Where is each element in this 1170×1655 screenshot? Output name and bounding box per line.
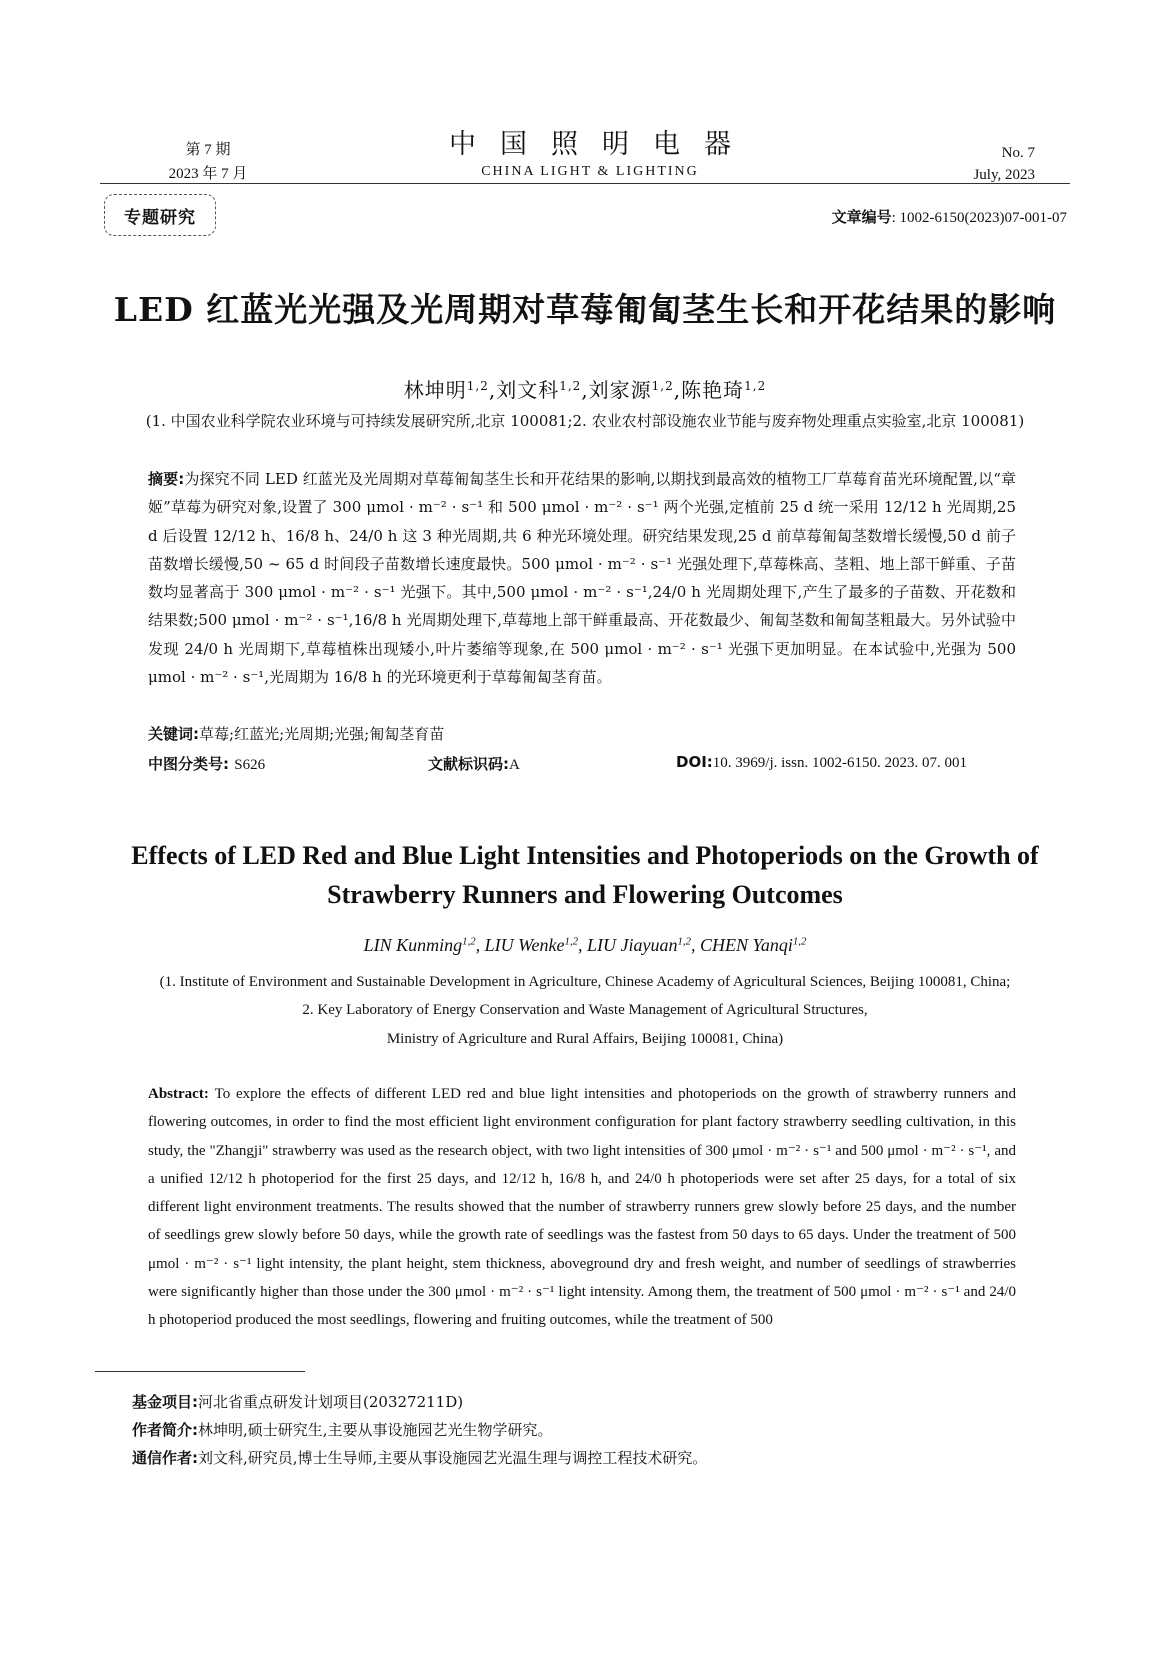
abstract-en: Abstract: To explore the effects of different LED red and blue light intensities and photoperiods on the growth of strawberry runners and flowering outcomes, in order to find the most efficient light environment configuration for plant factory strawberry seedling cultivation, in this study, the "Zhangji" strawberry was used as the research object, with two light intensities of 300 μmol · m⁻² · s⁻¹ and 500 μmol · m⁻² · s⁻¹, and a unified 12/12 h photoperiod for the first 25 days, and 12/12 h, 16/8 h, and 24/0 h photoperiods were set after 25 days, for a total of six different light environment treatments. The results showed that the number of strawberry runners grew slowly before 25 days, and the number of seedlings grew slowly before 50 days, while the growth rate of seedlings was the fastest from 50 days to 65 days. Under the treatment of 500 μmol · m⁻² · s⁻¹ light intensity, the plant height, stem thickness, aboveground dry and fresh weight, and number of seedlings of strawberries were significantly higher than those under the 300 μmol · m⁻² · s⁻¹ light intensity. Among them, the treatment of 500 μmol · m⁻² · s⁻¹ and 24/0 h photoperiod produced the most seedlings, flowering and fruiting outcomes, while the treatment of 500	[148, 1086, 1016, 1329]
affiliation-cn: (1. 中国农业科学院农业环境与可持续发展研究所,北京 100081;2. 农业农村部设施农业节能与废弃物处理重点实验室,北京 100081)	[145, 412, 1025, 430]
affiliation-en-line: (1. Institute of Environment and Sustainable Development in Agriculture, Chinese Academy of Agricultural Sciences, Beijing 100081, China;	[159, 974, 1011, 990]
affiliation-en	[80, 968, 1090, 1053]
author-sup: 1,2	[559, 378, 582, 393]
footnote-text: 林坤明,硕士研究生,主要从事设施园艺光生物学研究。	[198, 1421, 553, 1439]
keywords-cn-text: 草莓;红蓝光;光周期;光强;匍匐茎育苗	[199, 725, 445, 743]
author-en: LIN Kunming	[363, 935, 463, 955]
doc-code-value: A	[509, 757, 520, 773]
abstract-en-label: Abstract	[148, 1086, 204, 1102]
author-sup: 1,2	[792, 935, 807, 948]
footnote-label: 作者简介	[132, 1421, 193, 1439]
article-number: 文章编号: 1002-6150(2023)07-001-07	[831, 208, 1067, 226]
keywords-cn-label: 关键词	[148, 725, 194, 743]
author-sup: 1,2	[744, 378, 767, 393]
document-code: 文献标识码:A	[428, 755, 520, 773]
footnote-text: 刘文科,研究员,博士生导师,主要从事设施园艺光温生理与调控工程技术研究。	[198, 1449, 708, 1467]
footnote-corresponding: 通信作者:刘文科,研究员,博士生导师,主要从事设施园艺光温生理与调控工程技术研究。	[132, 1449, 708, 1467]
affiliation-en-line: Ministry of Agriculture and Rural Affairs, Beijing 100081, China)	[386, 1030, 784, 1047]
footnote-text: 河北省重点研发计划项目(20327211D)	[198, 1393, 464, 1411]
doc-code-label: 文献标识码	[428, 755, 504, 773]
footnotes	[132, 1388, 1052, 1472]
author-sup: 1,2	[564, 935, 578, 948]
keywords-cn: 关键词:草莓;红蓝光;光周期;光强;匍匐茎育苗	[148, 725, 445, 743]
footnote-label: 通信作者	[132, 1449, 193, 1467]
clc-label: 中图分类号	[148, 755, 224, 773]
issue-date-cn: 2023 年 7 月	[168, 166, 248, 182]
footnote-funding: 基金项目:河北省重点研发计划项目(20327211D)	[132, 1393, 464, 1411]
authors-en: LIN Kunming$^{1,2}$, LIU Wenke$^{1,2}$, LIU Jiayuan$^{1,2}$, CHEN Yanqi$^{1,2}$	[363, 935, 807, 955]
header-divider	[100, 183, 1070, 184]
abstract-cn-text: 为探究不同 LED 红蓝光及光周期对草莓匍匐茎生长和开花结果的影响,以期找到最高效的植物工厂草莓育苗光环境配置,以“章姬”草莓为研究对象,设置了 300 μmol · m⁻² · s⁻¹ 和 500 μmol · m⁻² · s⁻¹ 两个光强,定植前 25 d 统一采用 12/12 h 光周期,25 d 后设置 12/12 h、16/8 h、24/0 h 这 3 种光周期,共 6 种光环境处理。研究结果发现,25 d 前草莓匍匐茎数增长缓慢,50 d 前子苗数增长缓慢,50 ~ 65 d 时间段子苗数增长速度最快。500 μmol · m⁻² · s⁻¹ 光强处理下,草莓株高、茎粗、地上部干鲜重、子苗数均显著高于 300 μmol · m⁻² · s⁻¹ 光强下。其中,500 μmol · m⁻² · s⁻¹,24/0 h 光周期处理下,产生了最多的子苗数、开花数和结果数;500 μmol · m⁻² · s⁻¹,16/8 h 光周期处理下,草莓地上部干鲜重最高、开花数最少、匍匐茎数和匍匐茎粗最大。另外试验中发现 24/0 h 光周期下,草莓植株出现矮小,叶片萎缩等现象,在 500 μmol · m⁻² · s⁻¹ 光强下更加明显。在本试验中,光强为 500 μmol · m⁻² · s⁻¹,光周期为 16/8 h 的光环境更利于草莓匍匐茎育苗。	[148, 470, 1016, 687]
footnote-author-bio: 作者简介:林坤明,硕士研究生,主要从事设施园艺光生物学研究。	[132, 1421, 553, 1439]
clc-number: 中图分类号: S626	[148, 755, 266, 773]
issue-date-en: July, 2023	[973, 167, 1035, 183]
authors-cn: 林坤明$^{1,2}$,刘文科$^{1,2}$,刘家源$^{1,2}$,陈艳琦$^{1,2}$	[403, 378, 767, 402]
abstract-en-text: To explore the effects of different LED red and blue light intensities and photoperiods on the growth of strawberry runners and flowering outcomes, in order to find the most efficient light environment configuration for plant factory strawberry seedling cultivation, in this study, the "Zhangji" strawberry was used as the research object, with two light intensities of 300 μmol · m⁻² · s⁻¹ and 500 μmol · m⁻² · s⁻¹, and a unified 12/12 h photoperiod for the first 25 days, and 12/12 h, 16/8 h, and 24/0 h photoperiods were set after 25 days, for a total of six different light environment treatments. The results showed that the number of strawberry runners grew slowly before 25 days, and the number of seedlings grew slowly before 50 days, while the growth rate of seedlings was the fastest from 50 days to 65 days. Under the treatment of 500 μmol · m⁻² · s⁻¹ light intensity, the plant height, stem thickness, aboveground dry and fresh weight, and number of seedlings of strawberries were significantly higher than those under the 300 μmol · m⁻² · s⁻¹ light intensity. Among them, the treatment of 500 μmol · m⁻² · s⁻¹ and 24/0 h photoperiod produced the most seedlings, flowering and fruiting outcomes, while the treatment of 500	[148, 1086, 1016, 1329]
author-cn: 林坤明	[403, 378, 467, 402]
abstract-cn-label: 摘要	[148, 470, 179, 488]
article-number-value: 1002-6150(2023)07-001-07	[899, 210, 1067, 226]
doi: DOI:10. 3969/j. issn. 1002-6150. 2023. 07. 001	[676, 753, 967, 771]
affiliation-en-line: 2. Key Laboratory of Energy Conservation and Waste Management of Agricultural Structures,	[302, 1002, 868, 1019]
doi-value: 10. 3969/j. issn. 1002-6150. 2023. 07. 001	[712, 755, 967, 771]
issue-number-en: No. 7	[1001, 145, 1035, 161]
journal-name-en: CHINA LIGHT & LIGHTING	[481, 164, 699, 179]
author-sup: 1,2	[651, 378, 674, 393]
author-en: CHEN Yanqi	[699, 935, 793, 955]
abstract-cn: 摘要:为探究不同 LED 红蓝光及光周期对草莓匍匐茎生长和开花结果的影响,以期找到最高效的植物工厂草莓育苗光环境配置,以“章姬”草莓为研究对象,设置了 300 μmol · m⁻² · s⁻¹ 和 500 μmol · m⁻² · s⁻¹ 两个光强,定植前 25 d 统一采用 12/12 h 光周期,25 d 后设置 12/12 h、16/8 h、24/0 h 这 3 种光周期,共 6 种光环境处理。研究结果发现,25 d 前草莓匍匐茎数增长缓慢,50 d 前子苗数增长缓慢,50 ~ 65 d 时间段子苗数增长速度最快。500 μmol · m⁻² · s⁻¹ 光强处理下,草莓株高、茎粗、地上部干鲜重、子苗数均显著高于 300 μmol · m⁻² · s⁻¹ 光强下。其中,500 μmol · m⁻² · s⁻¹,24/0 h 光周期处理下,产生了最多的子苗数、开花数和结果数;500 μmol · m⁻² · s⁻¹,16/8 h 光周期处理下,草莓地上部干鲜重最高、开花数最少、匍匐茎数和匍匐茎粗最大。另外试验中发现 24/0 h 光周期下,草莓植株出现矮小,叶片萎缩等现象,在 500 μmol · m⁻² · s⁻¹ 光强下更加明显。在本试验中,光强为 500 μmol · m⁻² · s⁻¹,光周期为 16/8 h 的光环境更利于草莓匍匐茎育苗。	[148, 470, 1016, 687]
section-badge: 专题研究	[104, 194, 216, 236]
author-sup: 1,2	[466, 378, 489, 393]
author-sup: 1,2	[677, 935, 691, 948]
doi-label: DOI	[676, 753, 707, 771]
issue-info-cn	[128, 138, 288, 186]
author-cn: 陈艳琦	[681, 378, 745, 402]
author-en: LIU Jiayuan	[587, 935, 678, 955]
article-number-label: 文章编号	[831, 208, 892, 226]
issue-number-cn: 第 7 期	[185, 142, 231, 158]
journal-name-cn: 中国照明电器	[449, 129, 755, 160]
clc-value: S626	[234, 757, 266, 773]
title-en: Effects of LED Red and Blue Light Intensities and Photoperiods on the Growth of Strawberry Runners and Flowering Outcomes	[131, 841, 1039, 909]
journal-name	[400, 128, 780, 182]
author-cn: 刘家源	[588, 378, 652, 402]
author-cn: 刘文科	[496, 378, 560, 402]
title-cn: LED 红蓝光光强及光周期对草莓匍匐茎生长和开花结果的影响	[113, 290, 1057, 329]
footnote-divider	[95, 1371, 305, 1372]
author-sup: 1,2	[462, 935, 476, 948]
author-en: LIU Wenke	[484, 935, 565, 955]
issue-info-en	[900, 142, 1035, 186]
footnote-label: 基金项目	[132, 1393, 193, 1411]
